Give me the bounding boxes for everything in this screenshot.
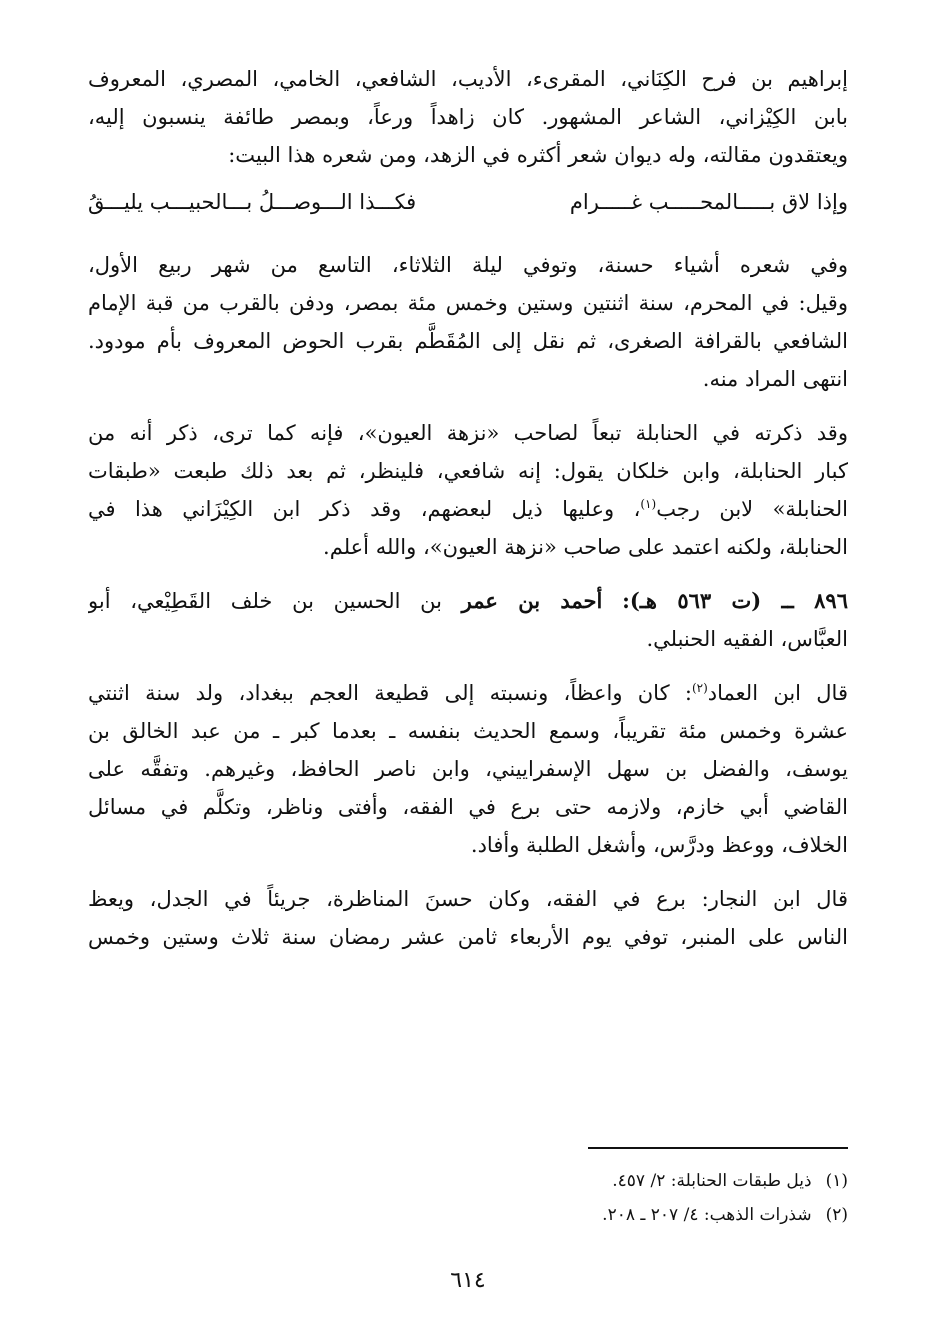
text-line (88, 490, 848, 528)
text-segment: ، وعليها ذيل لبعضهم، وقد ذكر ابن الكِيْزَاني هذا في (88, 497, 641, 521)
footnote-ref: (١) (640, 497, 657, 511)
verse-first-hemistich: وإذا لاق بـــــالمحـــــب غـــــرام (569, 190, 848, 214)
footnote-text: ذيل طبقات الحنابلة: ٢/ ٤٥٧. (612, 1171, 812, 1191)
text-line: وقد ذكرته في الحنابلة تبعاً لصاحب «نزهة العيون»، فإنه كما ترى، ذكر أنه من (88, 421, 848, 445)
text-line: الحنابلة، ولكنه اعتمد على صاحب «نزهة العيون»، والله أعلم. (323, 535, 848, 559)
text-line: الخلاف، ووعظ ودرَّس، وأشغل الطلبة وأفاد. (470, 833, 848, 857)
text-segment: قال ابن العماد (707, 681, 848, 705)
footnote-ref: (٢) (691, 681, 708, 695)
biography-entry (88, 582, 848, 658)
page-number: ٦١٤ (450, 1268, 486, 1293)
text-line: انتهى المراد منه. (702, 367, 848, 391)
text-line: وقيل: في المحرم، سنة اثنتين وستين وخمس مئة بمصر، ودفن بالقرب من قبة الإمام (88, 291, 848, 315)
text-line: العبَّاس، الفقيه الحنبلي. (646, 627, 848, 651)
entry-lineage: بن الحسين بن خلف القَطِيْعي، أبو (88, 589, 442, 613)
paragraph (88, 414, 848, 566)
footnote-divider (588, 1147, 848, 1149)
text-line: عشرة وخمس مئة تقريباً، وسمع الحديث بنفسه ـ بعدما كبر ـ من عبد الخالق بن (88, 719, 848, 743)
text-line: ويعتقدون مقالته، وله ديوان شعر أكثره في الزهد، ومن شعره هذا البيت: (228, 143, 848, 167)
text-line: القاضي أبي خازم، ولازمه حتى برع في الفقه، وأفتى وناظر، وتكلَّم في مسائل (88, 795, 848, 819)
text-line: وفي شعره أشياء حسنة، وتوفي ليلة الثلاثاء، التاسع من شهر ربيع الأول، (88, 253, 848, 277)
footnote-number: (١) (825, 1171, 848, 1191)
footnotes (248, 1164, 848, 1232)
text-line: الشافعي بالقرافة الصغرى، ثم نقل إلى المُقَطَّم بقرب الحوض المعروف بأم مودود. (88, 329, 848, 353)
footnote (248, 1164, 848, 1198)
footnote-number: (٢) (825, 1205, 848, 1225)
paragraph (88, 60, 848, 174)
text-segment: : كان واعظاً، ونسبته إلى قطيعة العجم ببغداد، ولد سنة اثنتي (88, 681, 692, 705)
text-line: إبراهيم بن فرح الكِنَاني، المقرىء، الأديب، الشافعي، الخامي، المصري، المعروف (88, 67, 848, 91)
text-line: كبار الحنابلة، وابن خلكان يقول: إنه شافعي، فلينظر، ثم بعد ذلك طبعت «طبقات (88, 459, 848, 483)
text-line (88, 674, 848, 712)
entry-number: ٨٩٦ ــ (ت ٥٦٣ هـ): (622, 588, 848, 613)
text-line: الناس على المنبر، توفي يوم الأربعاء ثامن عشر رمضان سنة ثلاث وستين وخمس (88, 925, 848, 949)
poem-verse (88, 182, 848, 222)
text-segment: الحنابلة» لابن رجب (656, 497, 848, 521)
text-line: قال ابن النجار: برع في الفقه، وكان حسنَ المناظرة، جريئاً في الجدل، ويعظ (88, 887, 848, 911)
text-line: بابن الكِيْزاني، الشاعر المشهور. كان زاهداً ورعاً، وبمصر طائفة ينسبون إليه، (88, 105, 848, 129)
paragraph (88, 246, 848, 398)
entry-heading-line (88, 582, 848, 620)
footnote-text: شذرات الذهب: ٤/ ٢٠٧ ـ ٢٠٨. (602, 1205, 812, 1225)
verse-second-hemistich: فكـــذا الـــوصـــلُ بـــالحبيـــب يليـــقُ (88, 190, 417, 214)
page-body (88, 60, 848, 956)
footnote (248, 1198, 848, 1232)
text-line: يوسف، والفضل بن سهل الإسفراييني، وابن ناصر الحافظ، وغيرهم. وتفقَّه على (88, 757, 848, 781)
paragraph (88, 880, 848, 956)
entry-name: أحمد بن عمر (461, 588, 603, 613)
paragraph (88, 674, 848, 864)
